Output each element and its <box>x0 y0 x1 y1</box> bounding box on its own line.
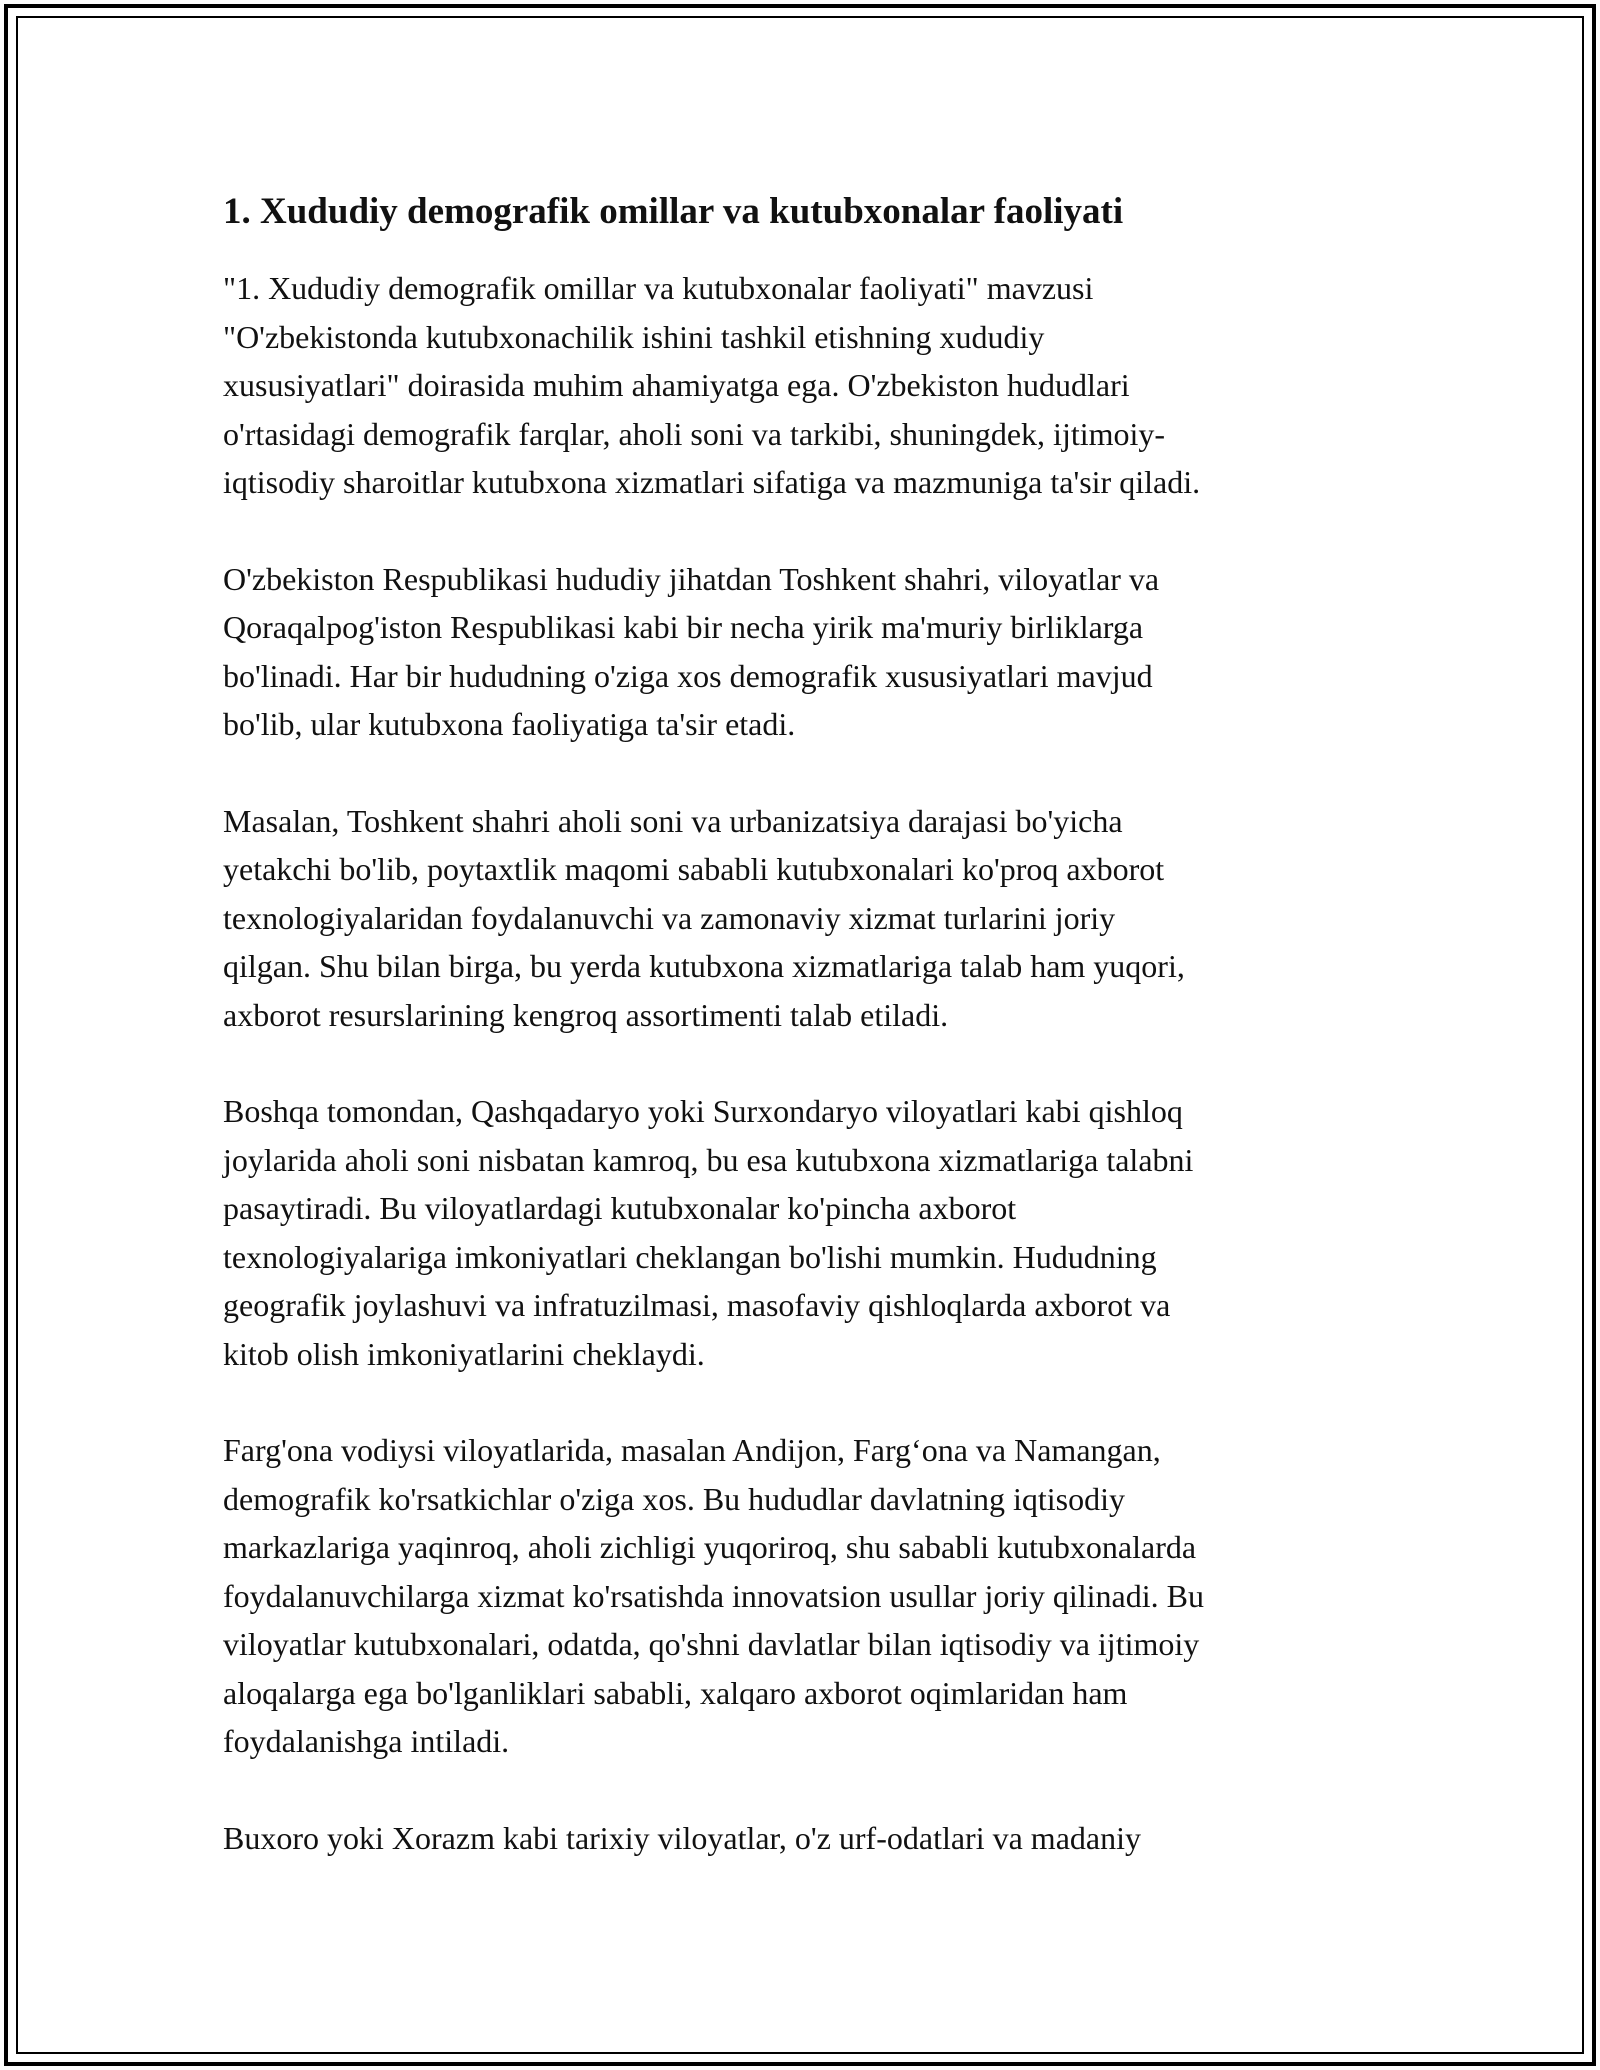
paragraph-6: Buxoro yoki Xorazm kabi tarixiy viloyatlar, o'z urf-odatlari va madaniy <box>223 1819 1141 1856</box>
paragraph-2: O'zbekiston Respublikasi hududiy jihatdan Toshkent shahri, viloyatlar va Qoraqalpog'iston Respublikasi kabi bir necha yirik ma'muriy birliklarga bo'linadi. Har bir hududning o'ziga xos demografik xususiyatlari mavjud bo'lib, ular kutubxona faoliyatiga ta'sir etadi. <box>223 560 1160 742</box>
section-heading: 1. Xududiy demografik omillar va kutubxonalar faoliyati <box>223 191 1124 232</box>
paragraph-3: Masalan, Toshkent shahri aholi soni va urbanizatsiya darajasi bo'yicha yetakchi bo'lib, poytaxtlik maqomi sababli kutubxonalari ko'proq axborot texnologiyalaridan foydalanuvchi va zamonaviy xizmat turlarini joriy qilgan. Shu bilan birga, bu yerda kutubxona xizmatlariga talab ham yuqori, axborot resurslarining kengroq assortimenti talab etiladi. <box>223 802 1185 1033</box>
paragraph-1: "1. Xududiy demografik omillar va kutubxonalar faoliyati" mavzusi "O'zbekistonda kutubxonachilik ishini tashkil etishning xududiy xususiyatlari" doirasida muhim ahamiyatga ega. O'zbekiston hududlari o'rtasidagi demografik farqlar, aholi soni va tarkibi, shuningdek, ijtimoiy- iqtisodiy sharoitlar kutubxona xizmatlari sifatiga va mazmuniga ta'sir qiladi. <box>223 270 1201 500</box>
document-body <box>223 186 1363 1910</box>
paragraph-5: Farg'ona vodiysi viloyatlarida, masalan Andijon, Farg‘ona va Namangan, demografik ko'rsatkichlar o'ziga xos. Bu hududlar davlatning iqtisodiy markazlariga yaqinroq, aholi zichligi yuqoriroq, shu sababli kutubxonalarda foydalanuvchilarga xizmat ko'rsatishda innovatsion usullar joriy qilinadi. Bu viloyatlar kutubxonalari, odatda, qo'shni davlatlar bilan iqtisodiy va ijtimoiy aloqalarga ega bo'lganliklari sababli, xalqaro axborot oqimlaridan ham foydalanishga intiladi. <box>223 1432 1204 1759</box>
paragraph-4: Boshqa tomondan, Qashqadaryo yoki Surxondaryo viloyatlari kabi qishloq joylarida aholi soni nisbatan kamroq, bu esa kutubxona xizmatlariga talabni pasaytiradi. Bu viloyatlardagi kutubxonalar ko'pincha axborot texnologiyalariga imkoniyatlari cheklangan bo'lishi mumkin. Hududning geografik joylashuvi va infratuzilmasi, masofaviy qishloqlarda axborot va kitob olish imkoniyatlarini cheklaydi. <box>223 1093 1194 1372</box>
